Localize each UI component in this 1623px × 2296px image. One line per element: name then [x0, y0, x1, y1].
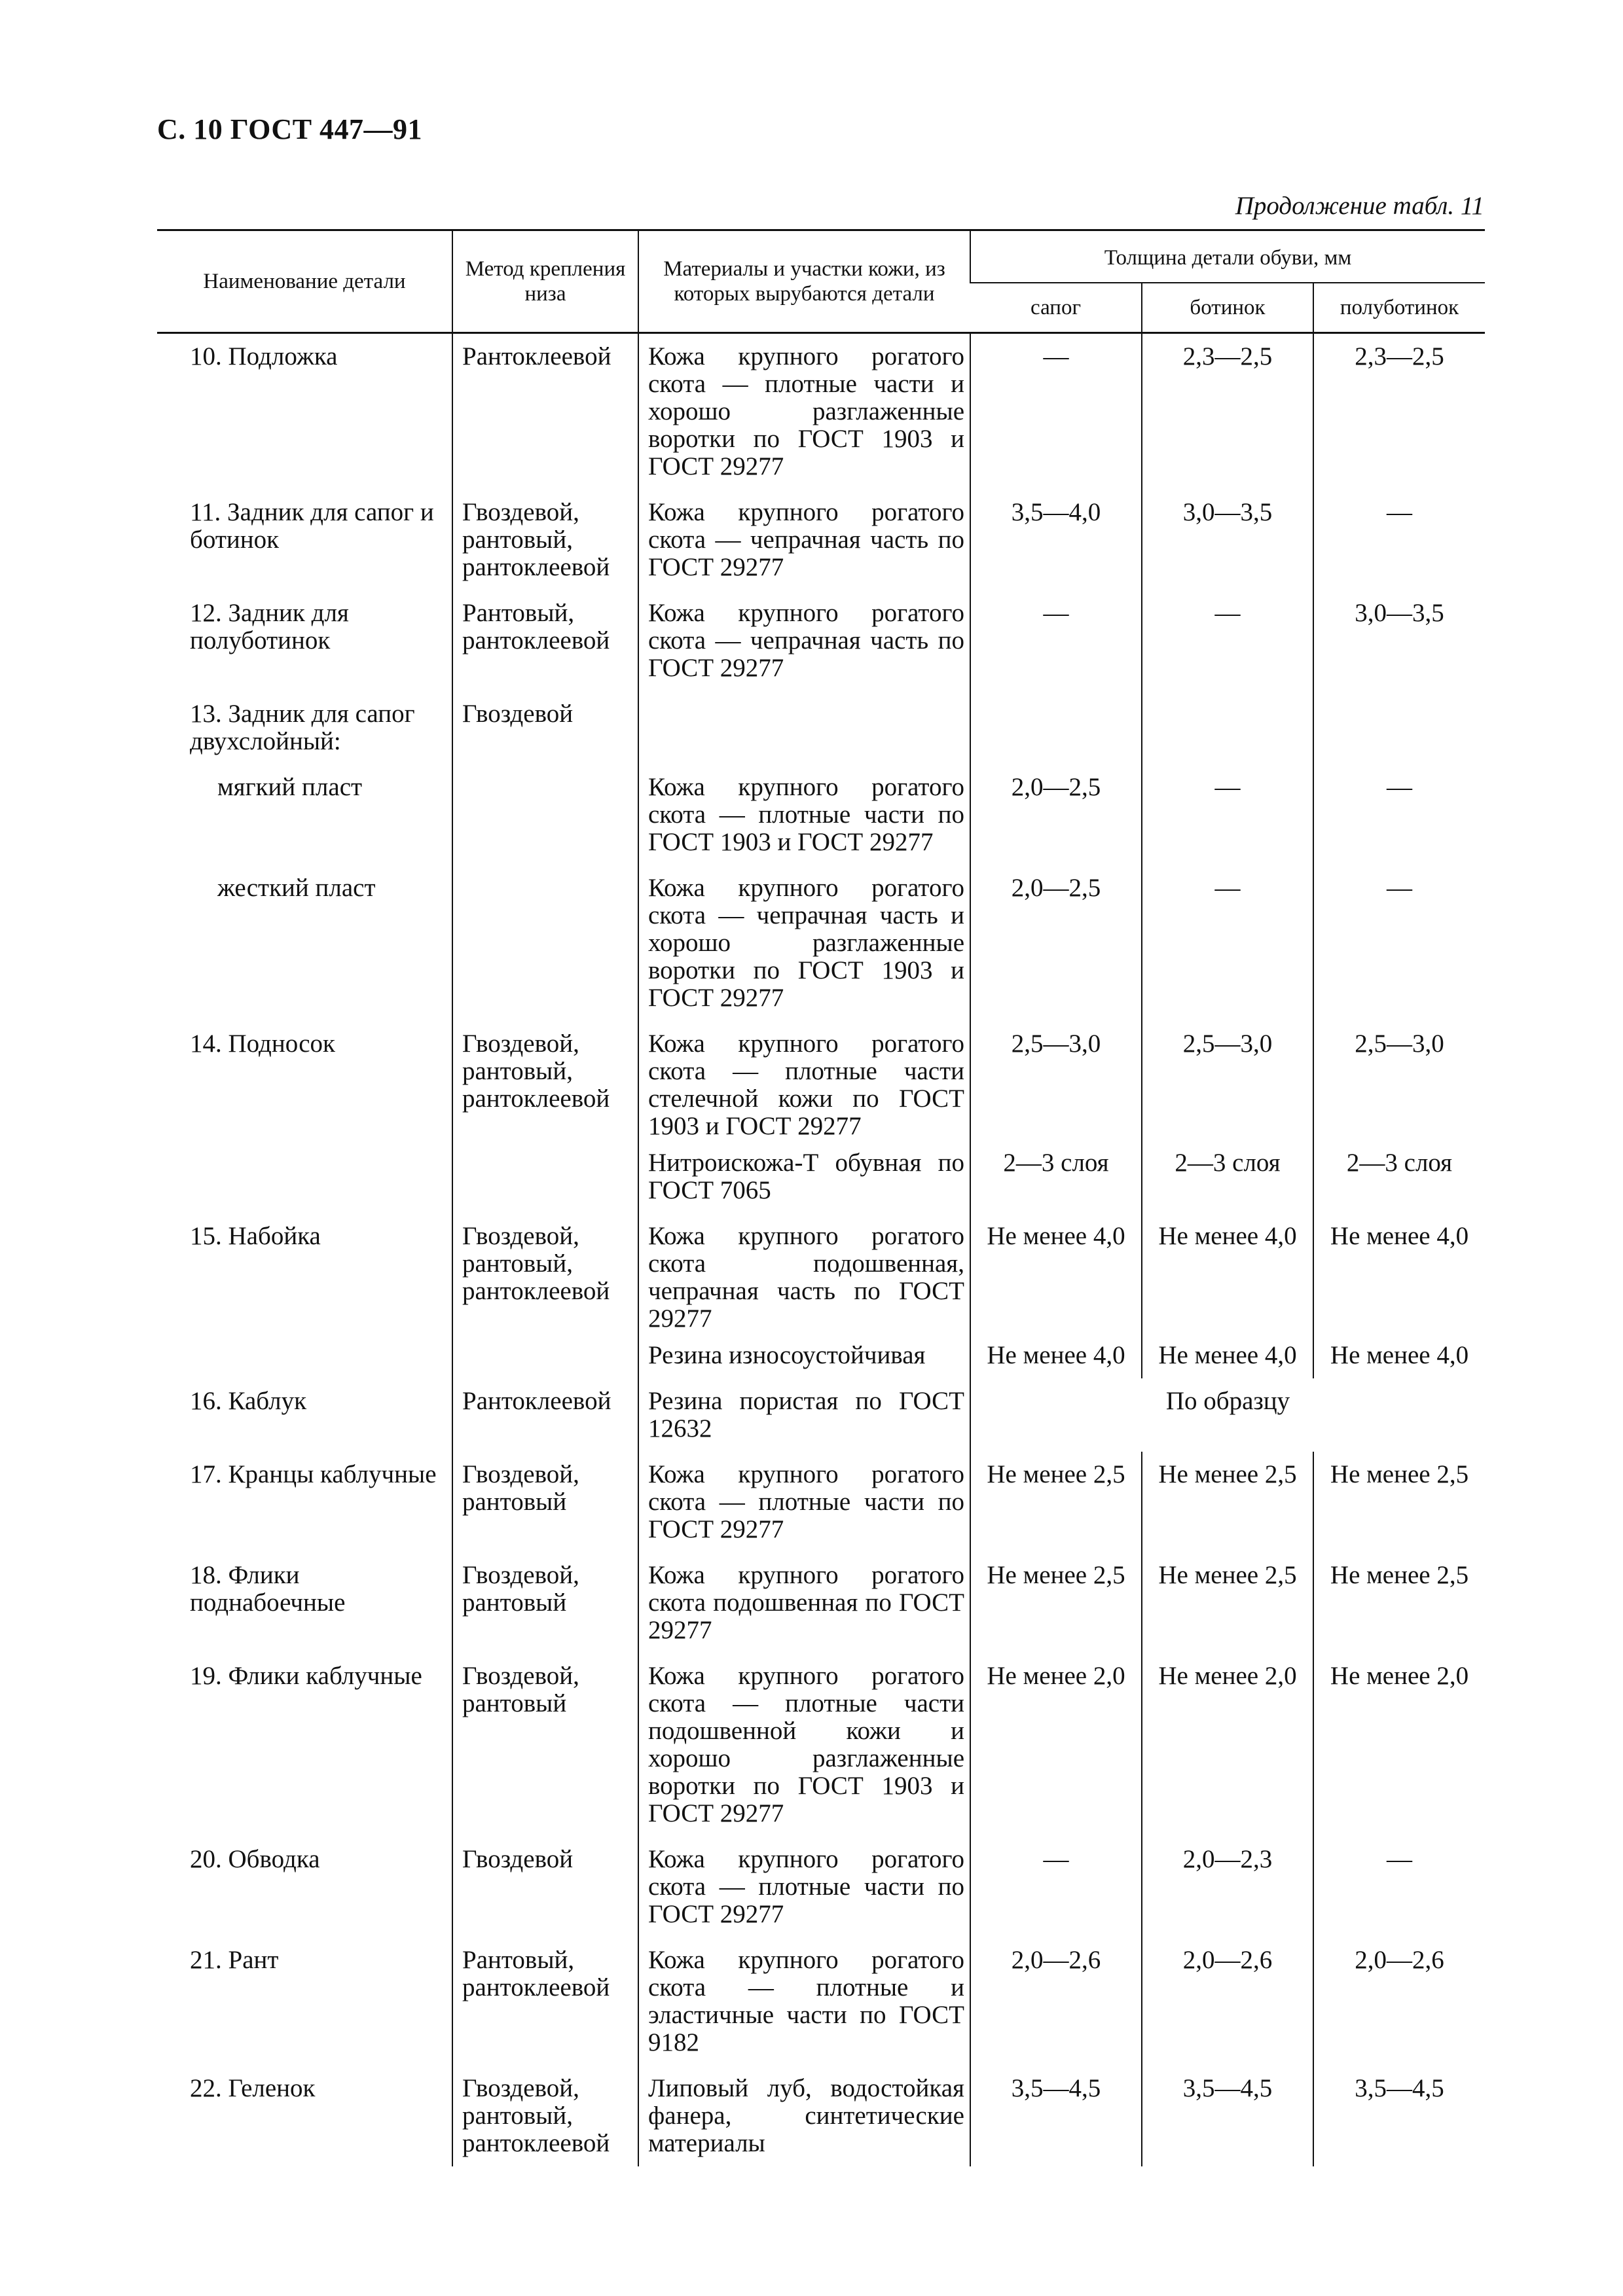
cell-sapog: 2,0—2,6 — [970, 1937, 1142, 2066]
cell-sapog: 2,0—2,5 — [970, 865, 1142, 1021]
table-row — [157, 865, 1485, 1021]
cell-method — [452, 1149, 638, 1213]
cell-botinok — [1142, 691, 1313, 764]
cell-polubotinok: Не менее 2,5 — [1313, 1552, 1485, 1653]
cell-name — [157, 1149, 452, 1213]
cell-polubotinok — [1313, 691, 1485, 764]
cell-polubotinok: 3,5—4,5 — [1313, 2066, 1485, 2166]
cell-name: 15. Набойка — [190, 1222, 321, 1250]
cell-sapog — [970, 691, 1142, 764]
table-continuation-label: Продолжение табл. 11 — [1235, 192, 1484, 220]
cell-sapog: — — [970, 333, 1142, 490]
table-row — [157, 1452, 1485, 1552]
column-header-material: Материалы и участки кожи, из которых вырубаются детали — [638, 230, 970, 333]
table-row — [157, 333, 1485, 490]
cell-material: Кожа крупного рогатого скота — плотные части по ГОСТ 29277 — [638, 1452, 970, 1552]
column-header-botinok: ботинок — [1142, 283, 1313, 333]
cell-method: Рантоклеевой — [452, 333, 638, 490]
cell-name: 22. Геленок — [190, 2074, 316, 2102]
column-header-name: Наименование детали — [157, 230, 452, 333]
cell-material: Нитроискожа-Т обувная по ГОСТ 7065 — [638, 1149, 970, 1213]
cell-material: Резина износоустойчивая — [638, 1342, 970, 1378]
cell-method: Гвоздевой, рантовый, рантоклеевой — [452, 490, 638, 590]
column-header-polubotinok: полуботинок — [1313, 283, 1485, 333]
cell-method: Гвоздевой, рантовый, рантоклеевой — [452, 1213, 638, 1342]
cell-botinok: — — [1142, 590, 1313, 691]
cell-material: Кожа крупного рогатого скота — чепрачная часть по ГОСТ 29277 — [638, 490, 970, 590]
cell-name: 12. Задник для полуботинок — [190, 599, 349, 655]
table-row — [157, 1552, 1485, 1653]
cell-name: 19. Флики каблучные — [190, 1662, 422, 1690]
cell-material: Кожа крупного рогатого скота — плотные части по ГОСТ 1903 и ГОСТ 29277 — [638, 764, 970, 865]
column-header-sapog: сапог — [970, 283, 1142, 333]
cell-name: 17. Кранцы каблучные — [190, 1460, 437, 1488]
cell-botinok: 3,0—3,5 — [1142, 490, 1313, 590]
cell-sapog: Не менее 4,0 — [970, 1342, 1142, 1378]
table-row — [157, 1837, 1485, 1937]
cell-material: Резина пористая по ГОСТ 12632 — [638, 1378, 970, 1452]
table-row — [157, 1213, 1485, 1342]
cell-name: жесткий пласт — [217, 874, 376, 902]
cell-polubotinok: — — [1313, 764, 1485, 865]
cell-sapog: 2,0—2,5 — [970, 764, 1142, 865]
cell-sapog: — — [970, 1837, 1142, 1937]
cell-name: 21. Рант — [190, 1946, 279, 1974]
cell-sapog: — — [970, 590, 1142, 691]
cell-sapog: Не менее 2,0 — [970, 1653, 1142, 1837]
cell-polubotinok: 2,3—2,5 — [1313, 333, 1485, 490]
cell-polubotinok: 2,0—2,6 — [1313, 1937, 1485, 2066]
cell-material: Кожа крупного рогатого скота — плотные части по ГОСТ 29277 — [638, 1837, 970, 1937]
cell-method — [452, 764, 638, 865]
cell-method: Гвоздевой, рантовый, рантоклеевой — [452, 1021, 638, 1149]
cell-botinok: — — [1142, 764, 1313, 865]
cell-name: 20. Обводка — [190, 1845, 320, 1873]
cell-polubotinok: — — [1313, 1837, 1485, 1937]
cell-name: 18. Флики поднабоечные — [190, 1561, 346, 1617]
cell-polubotinok: Не менее 2,5 — [1313, 1452, 1485, 1552]
cell-botinok: Не менее 2,5 — [1142, 1452, 1313, 1552]
cell-merged-by-sample: По образцу — [970, 1378, 1485, 1452]
table-row — [157, 2066, 1485, 2166]
cell-botinok: Не менее 4,0 — [1142, 1342, 1313, 1378]
table-row — [157, 1378, 1485, 1452]
cell-polubotinok: — — [1313, 865, 1485, 1021]
table-row — [157, 490, 1485, 590]
cell-name: 14. Подносок — [190, 1030, 335, 1058]
cell-method: Гвоздевой, рантовый — [452, 1552, 638, 1653]
cell-material: Липовый луб, водостойкая фанера, синтетические материалы — [638, 2066, 970, 2166]
cell-material: Кожа крупного рогатого скота — плотные и эластичные части по ГОСТ 9182 — [638, 1937, 970, 2066]
cell-polubotinok: 2—3 слоя — [1313, 1149, 1485, 1213]
cell-botinok: 2—3 слоя — [1142, 1149, 1313, 1213]
cell-botinok: 2,0—2,3 — [1142, 1837, 1313, 1937]
cell-method: Рантовый, рантоклеевой — [452, 590, 638, 691]
cell-botinok: — — [1142, 865, 1313, 1021]
page-header: С. 10 ГОСТ 447—91 — [157, 113, 423, 145]
cell-method: Гвоздевой — [452, 1837, 638, 1937]
cell-method: Гвоздевой, рантовый — [452, 1452, 638, 1552]
cell-sapog: 3,5—4,5 — [970, 2066, 1142, 2166]
cell-material: Кожа крупного рогатого скота — чепрачная часть по ГОСТ 29277 — [638, 590, 970, 691]
cell-polubotinok: Не менее 2,0 — [1313, 1653, 1485, 1837]
cell-polubotinok: 2,5—3,0 — [1313, 1021, 1485, 1149]
cell-material: Кожа крупного рогатого скота подошвенная по ГОСТ 29277 — [638, 1552, 970, 1653]
cell-polubotinok: — — [1313, 490, 1485, 590]
cell-method: Рантовый, рантоклеевой — [452, 1937, 638, 2066]
cell-sapog: 2,5—3,0 — [970, 1021, 1142, 1149]
cell-botinok: Не менее 2,5 — [1142, 1552, 1313, 1653]
table-row — [157, 1021, 1485, 1149]
cell-botinok: 3,5—4,5 — [1142, 2066, 1313, 2166]
cell-botinok: Не менее 2,0 — [1142, 1653, 1313, 1837]
cell-name: 16. Каблук — [190, 1387, 307, 1415]
table-row — [157, 1149, 1485, 1213]
cell-name: 11. Задник для сапог и ботинок — [190, 498, 434, 554]
cell-botinok: 2,5—3,0 — [1142, 1021, 1313, 1149]
cell-botinok: 2,0—2,6 — [1142, 1937, 1313, 2066]
table-row — [157, 590, 1485, 691]
cell-method: Гвоздевой — [452, 691, 638, 764]
thickness-table — [157, 229, 1485, 2166]
cell-method: Рантоклеевой — [452, 1378, 638, 1452]
cell-sapog: 2—3 слоя — [970, 1149, 1142, 1213]
cell-method — [452, 1342, 638, 1378]
cell-name — [157, 1342, 452, 1378]
cell-material: Кожа крупного рогатого скота подошвенная, чепрачная часть по ГОСТ 29277 — [638, 1213, 970, 1342]
table-row — [157, 1937, 1485, 2066]
cell-material: Кожа крупного рогатого скота — чепрачная часть и хорошо разглаженные воротки по ГОСТ 1903 и ГОСТ 29277 — [638, 865, 970, 1021]
cell-botinok: Не менее 4,0 — [1142, 1213, 1313, 1342]
cell-name: 10. Подложка — [190, 342, 338, 370]
cell-name: 13. Задник для сапог двухслойный: — [190, 700, 415, 755]
cell-sapog: Не менее 2,5 — [970, 1452, 1142, 1552]
column-header-method: Метод крепления низа — [452, 230, 638, 333]
cell-method: Гвоздевой, рантовый, рантоклеевой — [452, 2066, 638, 2166]
cell-name: мягкий пласт — [217, 773, 363, 801]
cell-polubotinok: Не менее 4,0 — [1313, 1342, 1485, 1378]
cell-material: Кожа крупного рогатого скота — плотные части и хорошо разглаженные воротки по ГОСТ 1903 и ГОСТ 29277 — [638, 333, 970, 490]
cell-method: Гвоздевой, рантовый — [452, 1653, 638, 1837]
cell-polubotinok: 3,0—3,5 — [1313, 590, 1485, 691]
table-row — [157, 1342, 1485, 1378]
cell-sapog: Не менее 4,0 — [970, 1213, 1142, 1342]
cell-material: Кожа крупного рогатого скота — плотные части подошвенной кожи и хорошо разглаженные воротки по ГОСТ 1903 и ГОСТ 29277 — [638, 1653, 970, 1837]
table-row — [157, 1653, 1485, 1837]
cell-material — [638, 691, 970, 764]
cell-sapog: 3,5—4,0 — [970, 490, 1142, 590]
column-header-thickness: Толщина детали обуви, мм — [970, 230, 1485, 283]
cell-material: Кожа крупного рогатого скота — плотные части стелечной кожи по ГОСТ 1903 и ГОСТ 29277 — [638, 1021, 970, 1149]
table-row — [157, 764, 1485, 865]
cell-botinok: 2,3—2,5 — [1142, 333, 1313, 490]
cell-method — [452, 865, 638, 1021]
table-row — [157, 691, 1485, 764]
cell-polubotinok: Не менее 4,0 — [1313, 1213, 1485, 1342]
cell-sapog: Не менее 2,5 — [970, 1552, 1142, 1653]
